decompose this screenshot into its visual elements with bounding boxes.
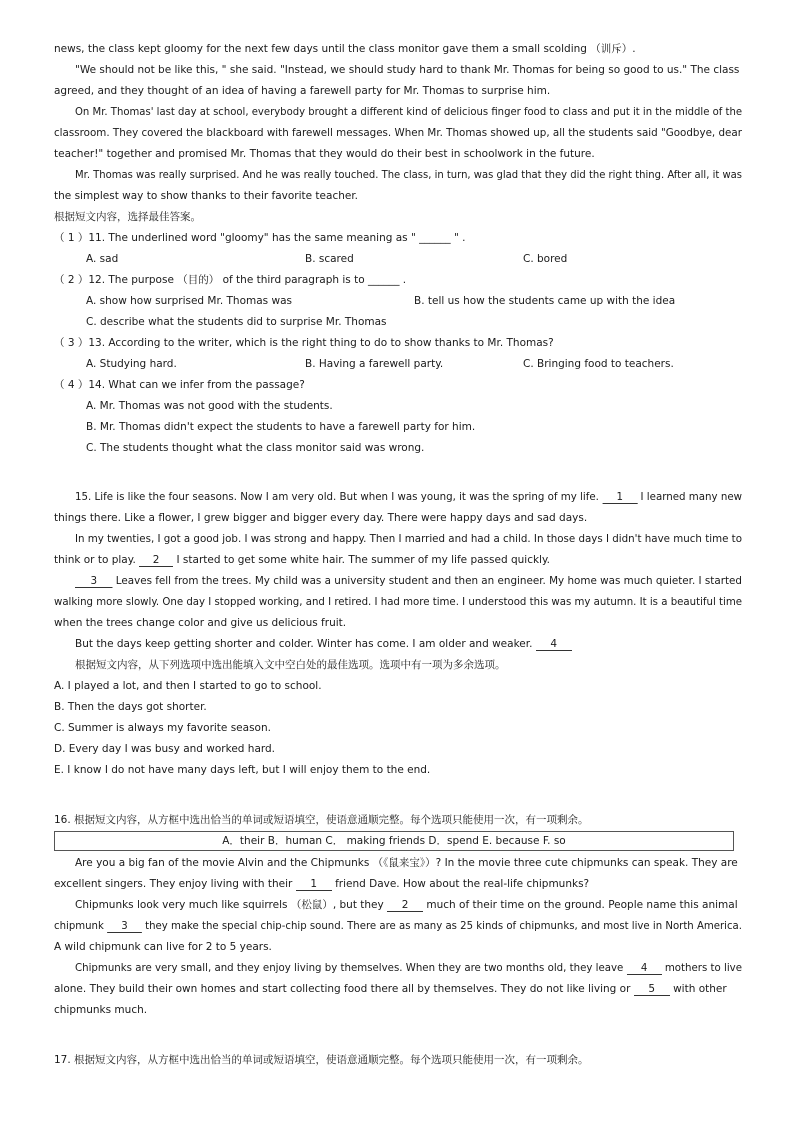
line-text: But the days keep getting shorter and colder. Winter has come. I am older and weaker. [75, 638, 533, 650]
passage-line [75, 898, 738, 912]
word-box: A．their B．human C． making friends D．spend E. because F. so [54, 831, 734, 851]
passage-line: walking more slowly. One day I stopped working, and I retired. I had more time. I understood this was my autumn. It is a beautiful time [54, 596, 742, 608]
line-text: they make the special chip-chip sound. There are as many as 25 kinds of chipmunks, and most live in North America. [145, 920, 743, 932]
answer-option: C. bored [523, 253, 568, 265]
blank-2: 2 [139, 554, 173, 567]
blank-4: 4 [536, 638, 572, 651]
passage-line: things there. Like a flower, I grew bigger and bigger every day. There were happy days and sad days. [54, 512, 588, 524]
line-text: friend Dave. How about the real-life chipmunks? [335, 878, 590, 890]
answer-option: B. Mr. Thomas didn't expect the students to have a farewell party for him. [86, 421, 476, 433]
answer-option: A. show how surprised Mr. Thomas was [86, 295, 292, 307]
passage-line: news, the class kept gloomy for the next few days until the class monitor gave them a small scolding （训斥）. [54, 43, 636, 55]
answer-option: E. I know I do not have many days left, but I will enjoy them to the end. [54, 764, 431, 776]
passage-line [75, 574, 742, 588]
question-stem: （ 4 ）14. What can we infer from the passage? [54, 379, 305, 391]
passage-line: Mr. Thomas was really surprised. And he was really touched. The class, in turn, was glad that they did the right thing. After all, it was [75, 169, 742, 181]
instruction-text: 根据短文内容，选择最佳答案。 [54, 211, 201, 223]
blank-4: 4 [627, 962, 662, 975]
line-text: mothers to live [664, 962, 742, 974]
passage-line: the simplest way to show thanks to their favorite teacher. [54, 190, 359, 202]
answer-option: C. The students thought what the class monitor said was wrong. [86, 442, 425, 454]
blank-3: 3 [75, 575, 112, 588]
passage-line: In my twenties, I got a good job. I was strong and happy. Then I married and had a child. In those days I didn't have much time to [75, 533, 742, 545]
passage-line: "We should not be like this, " she said. "Instead, we should study hard to thank Mr. Thomas for being so good to us." The class [75, 64, 740, 76]
question-stem: （ 1 ）11. The underlined word "gloomy" has the same meaning as " ______ " . [54, 232, 466, 244]
line-text: chipmunk [54, 920, 104, 932]
passage-line [54, 877, 589, 891]
line-text: Leaves fell from the trees. My child was a university student and then an engineer. My home was much quieter. I started [115, 575, 742, 587]
question-heading: 17. 根据短文内容，从方框中选出恰当的单词或短语填空，使语意通顺完整。每个选项只能使用一次，有一项剩余。 [54, 1054, 589, 1066]
blank-2: 2 [387, 899, 423, 912]
answer-option: B. Then the days got shorter. [54, 701, 207, 713]
answer-option: C. Summer is always my favorite season. [54, 722, 271, 734]
answer-option: A. Mr. Thomas was not good with the students. [86, 400, 333, 412]
answer-option: A. Studying hard. [86, 358, 177, 370]
instruction-text: 根据短文内容，从下列选项中选出能填入文中空白处的最佳选项。选项中有一项为多余选项。 [75, 659, 506, 671]
passage-line: teacher!" together and promised Mr. Thomas that they would do their best in schoolwork in the future. [54, 148, 595, 160]
line-text: alone. They build their own homes and start collecting food there all by themselves. They do not like living or [54, 983, 631, 995]
question-heading: 16. 根据短文内容，从方框中选出恰当的单词或短语填空，使语意通顺完整。每个选项只能使用一次，有一项剩余。 [54, 814, 589, 826]
passage-line [75, 637, 572, 651]
line-text: with other [673, 983, 727, 995]
question-stem: （ 3 ）13. According to the writer, which is the right thing to do to show thanks to Mr. Thomas? [54, 337, 554, 349]
line-text: think or to play. [54, 554, 136, 566]
passage-line: A wild chipmunk can live for 2 to 5 years. [54, 941, 272, 953]
answer-option: A. sad [86, 253, 119, 265]
line-text: Chipmunks are very small, and they enjoy living by themselves. When they are two months old, they leave [75, 962, 624, 974]
passage-line [54, 919, 742, 933]
passage-line [54, 982, 727, 996]
passage-line [75, 490, 742, 504]
answer-option: C. Bringing food to teachers. [523, 358, 674, 370]
answer-option: B. tell us how the students came up with the idea [414, 295, 676, 307]
line-text: 15. Life is like the four seasons. Now I am very old. But when I was young, it was the spring of my life. [75, 491, 599, 503]
passage-line: when the trees change color and give us delicious fruit. [54, 617, 347, 629]
passage-line: On Mr. Thomas' last day at school, everybody brought a different kind of delicious finger food to class and put it in the middle of the [75, 106, 743, 118]
answer-option: B. scared [305, 253, 354, 265]
line-text: excellent singers. They enjoy living with their [54, 878, 293, 890]
answer-option: D. Every day I was busy and worked hard. [54, 743, 276, 755]
passage-line: Are you a big fan of the movie Alvin and the Chipmunks （《鼠来宝》）? In the movie three cute chipmunks can speak. They are [75, 857, 738, 869]
passage-line: agreed, and they thought of an idea of having a farewell party for Mr. Thomas to surprise him. [54, 85, 551, 97]
blank-1: 1 [602, 491, 637, 504]
line-text: I started to get some white hair. The summer of my life passed quickly. [176, 554, 551, 566]
blank-3: 3 [107, 920, 142, 933]
blank-1: 1 [296, 878, 332, 891]
answer-option: B. Having a farewell party. [305, 358, 444, 370]
line-text: I learned many new [640, 491, 743, 503]
line-text: Chipmunks look very much like squirrels （松鼠）, but they [75, 899, 384, 911]
passage-line [75, 961, 742, 975]
passage-line: classroom. They covered the blackboard with farewell messages. When Mr. Thomas showed up, all the students said "Goodbye, dear [54, 127, 742, 139]
question-stem: （ 2 ）12. The purpose （目的） of the third paragraph is to ______ . [54, 274, 407, 286]
answer-option: C. describe what the students did to surprise Mr. Thomas [86, 316, 387, 328]
passage-line [54, 553, 550, 567]
passage-line: chipmunks much. [54, 1004, 148, 1016]
line-text: much of their time on the ground. People name this animal [426, 899, 738, 911]
blank-5: 5 [634, 983, 670, 996]
answer-option: A. I played a lot, and then I started to go to school. [54, 680, 322, 692]
